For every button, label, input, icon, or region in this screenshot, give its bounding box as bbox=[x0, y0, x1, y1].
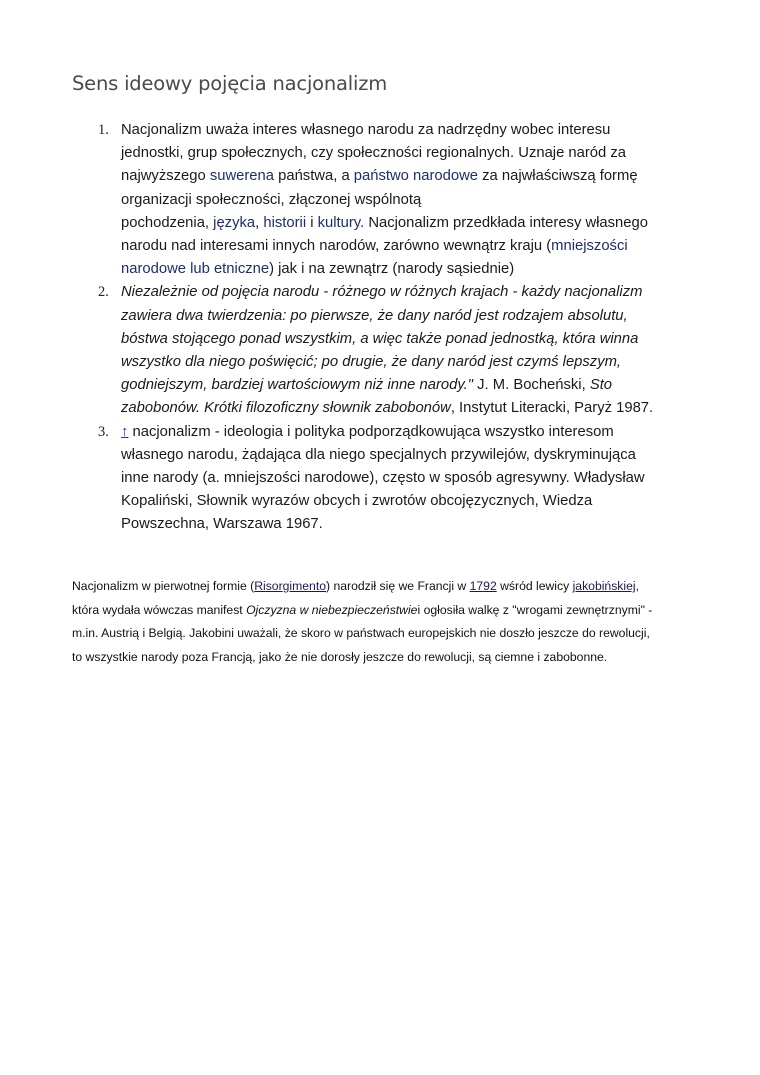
text-line: ↑ nacjonalizm - ideologia i polityka podporządkowująca wszystko interesom bbox=[121, 423, 614, 440]
text-line: m.in. Austrią i Belgią. Jakobini uważali, że skoro w państwach europejskich nie doszło jeszcze do rewolucji, bbox=[72, 626, 650, 641]
text-line: Nacjonalizm w pierwotnej formie (Risorgimento) narodził się we Francji w 1792 wśród lewicy jakobińskiej, bbox=[72, 579, 639, 593]
text-line: Powszechna, Warszawa 1967. bbox=[121, 516, 323, 533]
link-mniejszosci-cont[interactable]: narodowe lub etniczne bbox=[121, 261, 270, 278]
list-number: 1. bbox=[98, 122, 109, 138]
back-reference-arrow-link[interactable]: ↑ bbox=[121, 423, 129, 440]
history-paragraph bbox=[72, 575, 692, 670]
text-line: to wszystkie narody poza Francją, jako że nie dorosły jeszcze do rewolucji, są ciemne i zabobonne. bbox=[72, 650, 608, 665]
text-line: najwyższego suwerena państwa, a państwo narodowe za najwłaściwszą formę bbox=[121, 168, 638, 185]
link-mniejszosci[interactable]: mniejszości bbox=[551, 238, 628, 255]
numbered-list bbox=[72, 119, 692, 537]
text-line: Kopaliński, Słownik wyrazów obcych i zwrotów obcojęzycznych, Wiedza bbox=[121, 493, 593, 510]
text-line: godniejszym, bardziej wartościowym niż inne narody." J. M. Bocheński, Sto bbox=[121, 377, 613, 394]
link-1792[interactable]: 1792 bbox=[469, 579, 497, 593]
link-jakobinska[interactable]: jakobińskiej bbox=[572, 579, 636, 593]
list-number: 3. bbox=[98, 423, 109, 440]
text-line: pochodzenia, języka, historii i kultury. Nacjonalizm przedkłada interesy własnego bbox=[121, 214, 648, 231]
text-line: zawiera dwa twierdzenia: po pierwsze, że dany naród jest rodzajem absolutu, bbox=[121, 307, 628, 324]
link-jezyk[interactable]: języka bbox=[213, 214, 256, 231]
page-title: Sens ideowy pojęcia nacjonalizm bbox=[72, 72, 388, 95]
list-item bbox=[72, 421, 692, 537]
text-line: Niezależnie od pojęcia narodu - różnego w różnych krajach - każdy nacjonalizm bbox=[121, 284, 643, 301]
list-item bbox=[72, 281, 692, 420]
text-line: wszystko dla niego poświęcić; po drugie, że dany naród jest czymś lepszym, bbox=[121, 354, 622, 371]
text-line: Nacjonalizm uważa interes własnego narodu za nadrzędny wobec interesu bbox=[121, 122, 611, 138]
link-panstwo-narodowe[interactable]: państwo narodowe bbox=[353, 168, 479, 185]
text-line: bóstwa stojącego ponad wszystkim, a więc także ponad jednostką, która winna bbox=[121, 330, 639, 347]
text-line: która wydała wówczas manifest Ojczyzna w niebezpieczeństwiei ogłosiła walkę z "wrogami zewnętrznymi" - bbox=[72, 602, 653, 617]
link-kultura[interactable]: kultury bbox=[317, 214, 361, 231]
text-line: inne narody (a. mniejszości narodowe), często w sposób agresywny. Władysław bbox=[121, 470, 645, 487]
text-line: jednostki, grup społecznych, czy społeczności regionalnych. Uznaje naród za bbox=[121, 145, 627, 162]
link-risorgimento[interactable]: Risorgimento bbox=[254, 579, 327, 593]
text-line: narodowe lub etniczne) jak i na zewnątrz (narody sąsiednie) bbox=[121, 261, 515, 278]
list-number: 2. bbox=[98, 284, 109, 301]
link-historia[interactable]: historii bbox=[263, 214, 307, 231]
text-line: własnego narodu, żądająca dla niego specjalnych przywilejów, dyskryminująca bbox=[121, 446, 636, 463]
text-line: organizacji społeczności, złączonej wspólnotą bbox=[121, 191, 422, 208]
text-line: narodu nad interesami innych narodów, zarówno wewnątrz kraju (mniejszości bbox=[121, 238, 628, 255]
link-suweren[interactable]: suwerena bbox=[209, 168, 274, 185]
list-item bbox=[72, 119, 692, 281]
text-line: zabobonów. Krótki filozoficzny słownik zabobonów, Instytut Literacki, Paryż 1987. bbox=[121, 400, 654, 417]
